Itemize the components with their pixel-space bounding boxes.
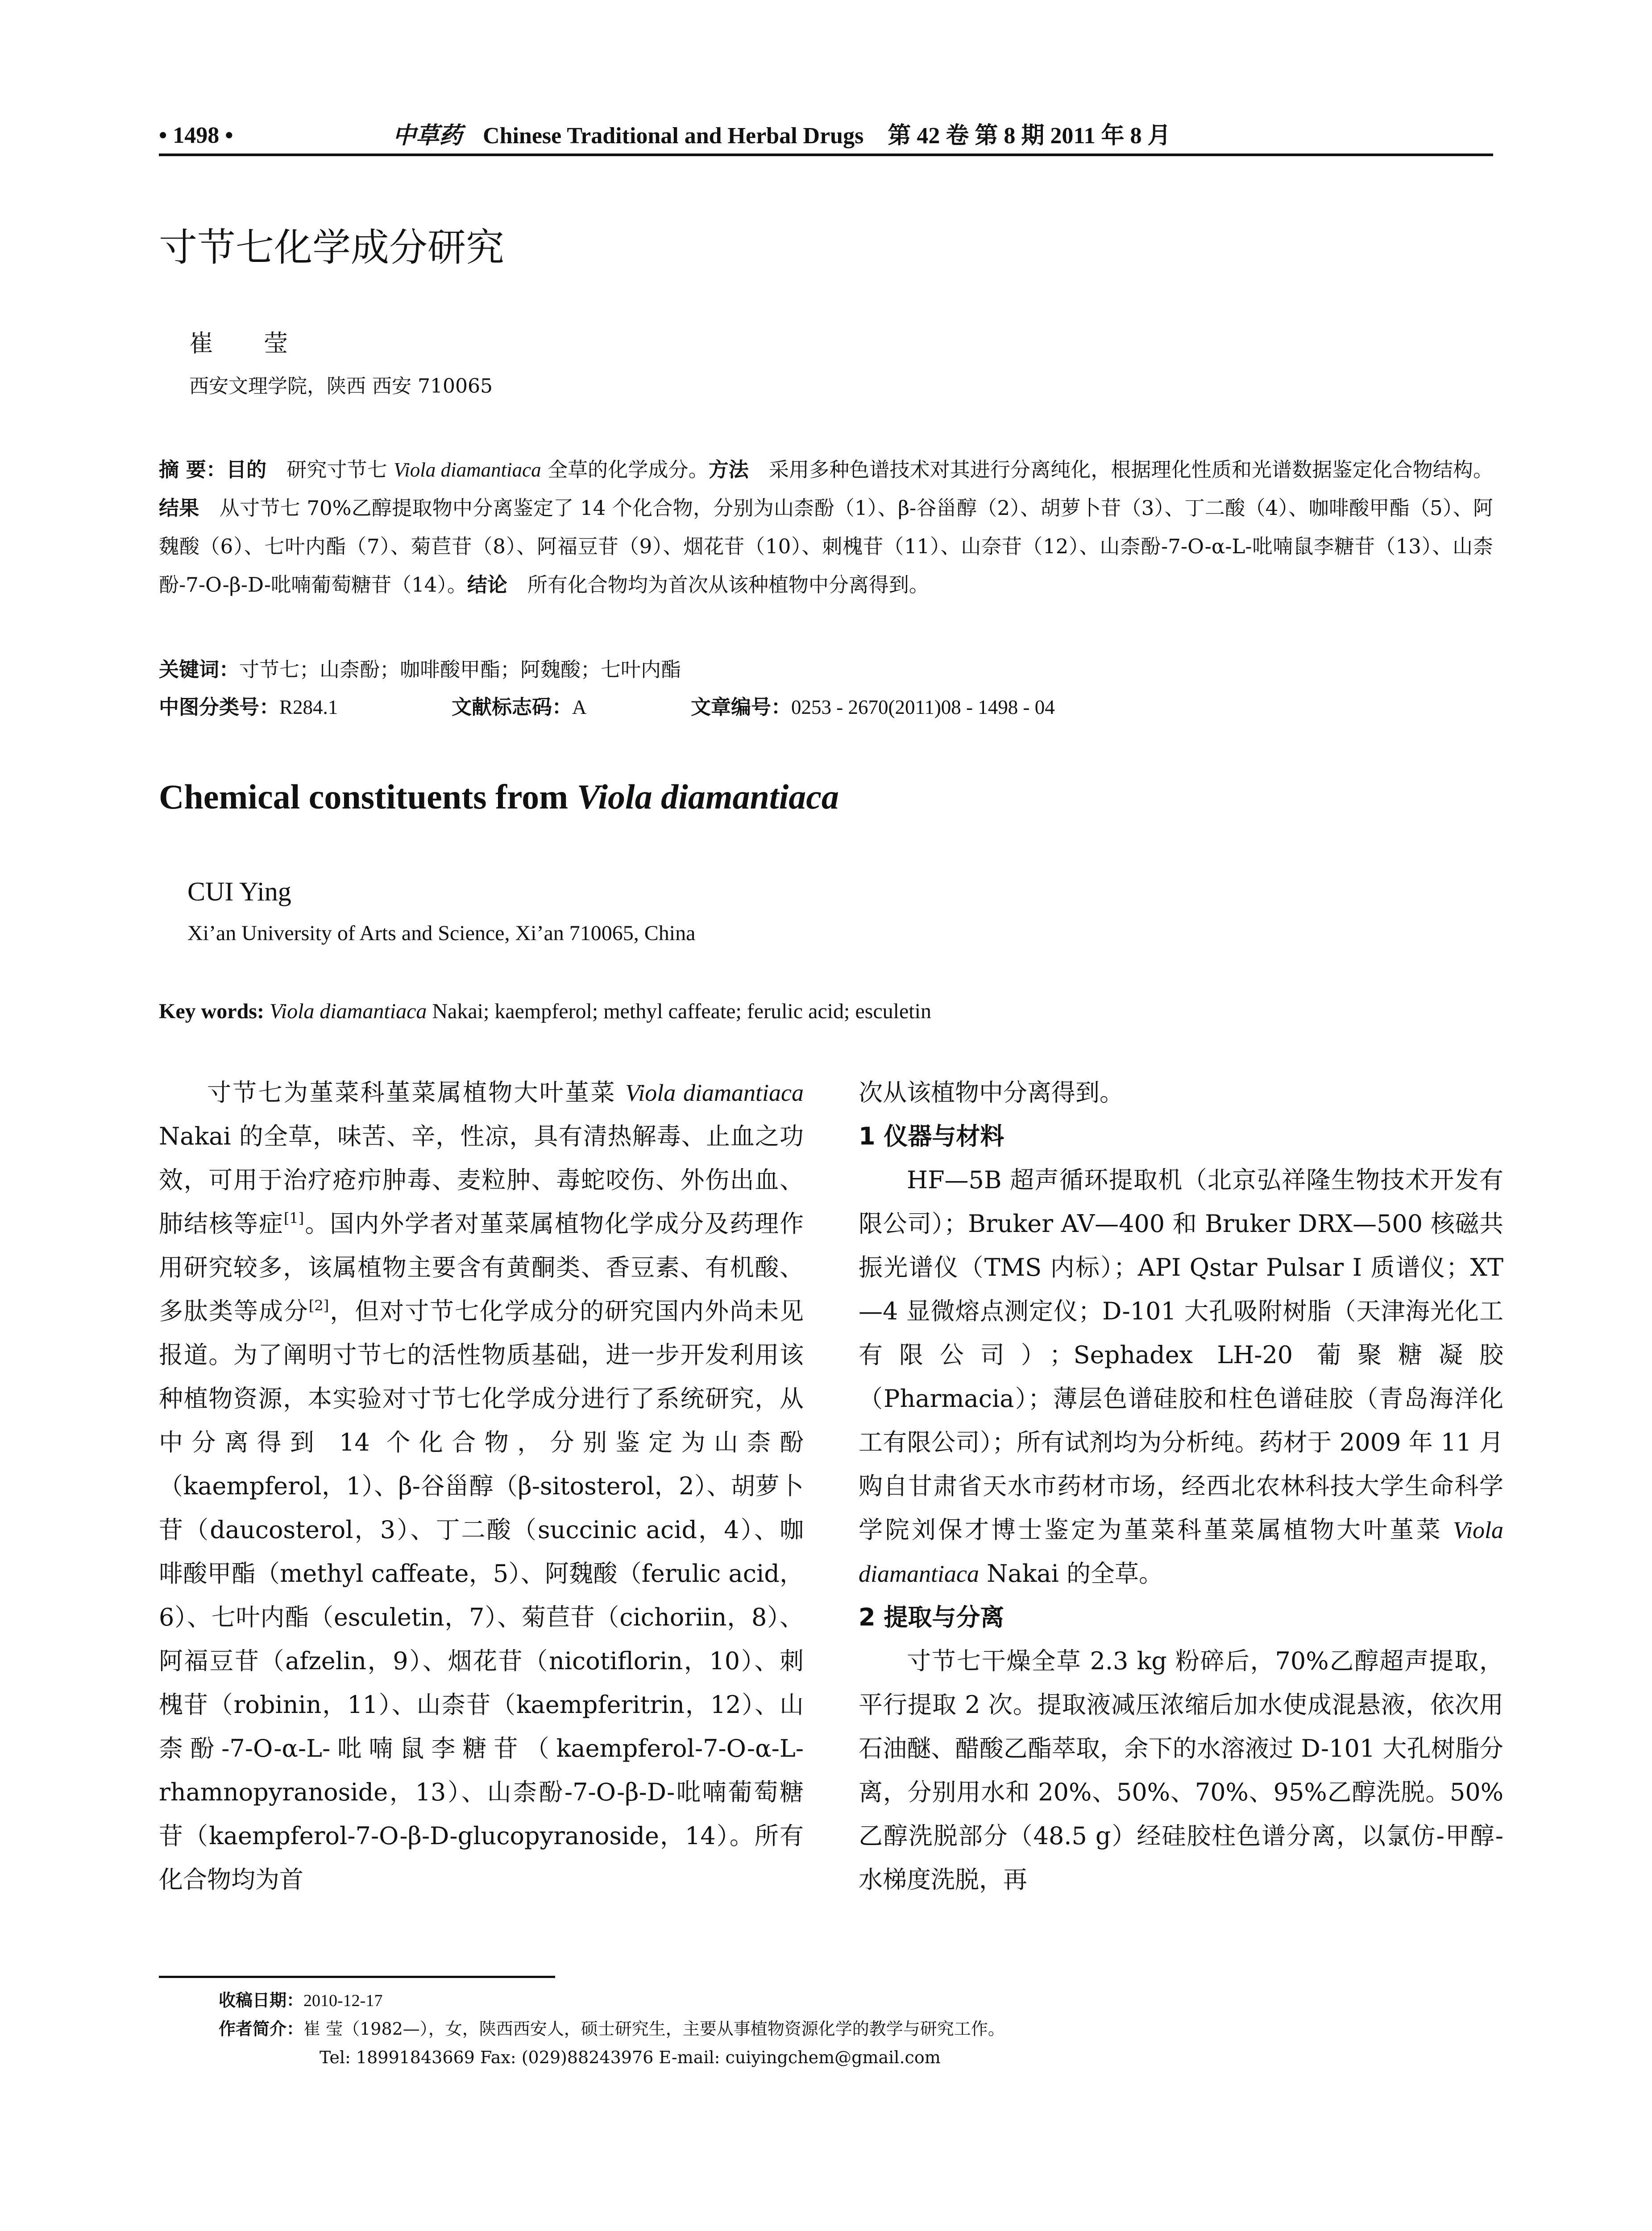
- objective-text-b: 全草的化学成分。: [541, 458, 709, 481]
- abstract-label: 摘 要：: [159, 458, 227, 481]
- body-column-left: [159, 1071, 804, 1902]
- article-number-item: [691, 692, 1055, 723]
- author-en: CUI Ying: [187, 877, 291, 906]
- methods-label: 方法: [708, 458, 749, 481]
- classification-line: [159, 692, 1055, 723]
- received-date: 2010-12-17: [303, 1991, 383, 2010]
- keywords-cn-text: 寸节七；山柰酚；咖啡酸甲酯；阿魏酸；七叶内酯: [239, 658, 681, 681]
- objective-text-a: 研究寸节七: [286, 458, 394, 481]
- intro-text-d: ，但对寸节七化学成分的研究国内外尚未见报道。为了阐明寸节七的活性物质基础，进一步开发利用该种植物资源，本实验对寸节七化学成分进行了系统研究，从中分离得到 14 个化合物，分别鉴定为山柰酚（kaempferol，1）、β-谷甾醇（β-sitosterol，2）、胡萝卜苷（daucosterol，3）、丁二酸（succinic acid，4）、咖啡酸甲酯（methyl caffeate，5）、阿魏酸（ferulic acid，6）、七叶内酯（esculetin，7）、菊苣苷（cichoriin，8）、阿福豆苷（afzelin，9）、烟花苷（nicotiflorin，10）、刺槐苷（robinin，11）、山柰苷（kaempferitrin，12）、山柰酚-7-O-α-L-吡喃鼠李糖苷（kaempferol-7-O-α-L-rhamnopyranoside，13）、山柰酚-7-O-β-D-吡喃葡萄糖苷（kaempferol-7-O-β-D-glucopyranoside，14）。所有化合物均为首: [159, 1297, 804, 1894]
- intro-species: Viola diamantiaca: [625, 1079, 804, 1106]
- abstract-cn: [159, 451, 1493, 604]
- clc-label: 中图分类号：: [159, 695, 280, 719]
- title-cn: 寸节七化学成分研究: [159, 225, 504, 270]
- clc-value: R284.1: [279, 696, 338, 718]
- footnote-contact: Tel: 18991843669 Fax: (029)88243976 E-mail: cuiyingchem@gmail.com: [320, 2048, 941, 2067]
- footnote-received: [219, 1986, 382, 2015]
- keywords-en-label: Key words:: [159, 999, 264, 1023]
- affiliation-en: Xi’an University of Arts and Science, Xi’an 710065, China: [187, 921, 696, 945]
- section-1-text: HF—5B 超声循环提取机（北京弘祥隆生物技术开发有限公司）；Bruker AV—400 和 Bruker DRX—500 核磁共振光谱仪（TMS 内标）；API Qstar Pulsar I 质谱仪；XT—4 显微熔点测定仪；D-101 大孔吸附树脂（天津海光化工有限公司）；Sephadex LH-20 葡聚糖凝胶（Pharmacia）；薄层色谱硅胶和柱色谱硅胶（青岛海洋化工有限公司）；所有试剂均为分析纯。药材于 2009 年 11 月购自甘肃省天水市药材市场，经西北农林科技大学生命科学学院刘保才博士鉴定为堇菜科堇菜属植物大叶堇菜: [859, 1166, 1503, 1544]
- title-en-text: Chemical constituents from: [159, 777, 577, 816]
- received-label: 收稿日期：: [219, 1990, 304, 2010]
- footnote-bio: [219, 2015, 1005, 2043]
- affiliation-cn: 西安文理学院，陕西 西安 710065: [189, 375, 493, 398]
- intro-text-a: 寸节七为堇菜科堇菜属植物大叶堇菜: [207, 1078, 626, 1107]
- body-column-right: [859, 1071, 1503, 1902]
- bio-label: 作者简介：: [219, 2019, 304, 2039]
- header-rule: [159, 153, 1493, 156]
- doc-code-value: A: [572, 696, 587, 718]
- page-number: • 1498 •: [159, 123, 233, 148]
- title-en: [159, 775, 839, 819]
- conclusion-label: 结论: [467, 573, 507, 597]
- keywords-cn-label: 关键词：: [159, 658, 240, 681]
- conclusion-text: 所有化合物均为首次从该种植物中分离得到。: [527, 573, 929, 597]
- keywords-en-text: Nakai; kaempferol; methyl caffeate; ferulic acid; esculetin: [427, 999, 931, 1023]
- section-2-heading: 2 提取与分离: [859, 1603, 1004, 1631]
- running-header: [393, 121, 1171, 150]
- bio-text: 崔 莹（1982—），女，陕西西安人，硕士研究生，主要从事植物资源化学的教学与研究工作。: [303, 2019, 1005, 2039]
- issue-info: 第 42 卷 第 8 期 2011 年 8 月: [888, 123, 1171, 149]
- section-1-paragraph: [859, 1158, 1503, 1596]
- author-cn: 崔 莹: [189, 329, 310, 357]
- methods-text: 采用多种色谱技术对其进行分离纯化，根据理化性质和光谱数据鉴定化合物结构。: [768, 458, 1493, 481]
- section-1-heading: 1 仪器与材料: [859, 1122, 1004, 1150]
- intro-text-b: Nakai 的全草，味苦、辛，性凉，具有清热解毒、止血之功效，可用于治疗疮疖肿毒、麦粒肿、毒蛇咬伤、外伤出血、肺结核等症: [159, 1122, 804, 1238]
- article-number-label: 文章编号：: [691, 695, 792, 719]
- title-en-species: Viola diamantiaca: [577, 777, 839, 816]
- doc-code-item: [452, 692, 691, 723]
- objective-species: Viola diamantiaca: [394, 459, 541, 481]
- intro-text-c: 。国内外学者对堇菜属植物化学成分及药理作用研究较多，该属植物主要含有黄酮类、香豆素、有机酸、多肽类等成分: [159, 1210, 804, 1325]
- doc-code-label: 文献标志码：: [452, 695, 573, 719]
- citation-2[interactable]: [2]: [308, 1297, 329, 1314]
- section-2-paragraph: 寸节七干燥全草 2.3 kg 粉碎后，70%乙醇超声提取，平行提取 2 次。提取液减压浓缩后加水使成混悬液，依次用石油醚、醋酸乙酯萃取，余下的水溶液过 D-101 大孔树脂分离，分别用水和 20%、50%、70%、95%乙醇洗脱。50%乙醇洗脱部分（48.5 g）经硅胶柱色谱分离，以氯仿-甲醇-水梯度洗脱，再: [859, 1647, 1503, 1894]
- results-label: 结果: [159, 496, 199, 520]
- footnote-rule: [159, 1976, 555, 1978]
- article-number-value: 0253 - 2670(2011)08 - 1498 - 04: [791, 696, 1055, 718]
- keywords-en: [159, 997, 931, 1026]
- results-text: 从寸节七 70%乙醇提取物中分离鉴定了 14 个化合物，分别为山柰酚（1）、β-谷甾醇（2）、胡萝卜苷（3）、丁二酸（4）、咖啡酸甲酯（5）、阿魏酸（6）、七叶内酯（7）、菊苣苷（8）、阿福豆苷（9）、烟花苷（10）、刺槐苷（11）、山奈苷（12）、山柰酚-7-O-α-L-吡喃鼠李糖苷（13）、山柰酚-7-O-β-D-吡喃葡萄糖苷（14）。: [159, 496, 1493, 597]
- intro-paragraph: [159, 1071, 804, 1902]
- intro-continuation: 次从该植物中分离得到。: [859, 1078, 1124, 1107]
- objective-label: 目的: [226, 458, 267, 481]
- clc-item: [159, 692, 452, 723]
- section-1-species: Viola diamantiaca: [859, 1517, 1503, 1587]
- journal-name-cn: 中草药: [393, 122, 463, 149]
- keywords-en-species: Viola diamantiaca: [269, 999, 427, 1023]
- keywords-cn: [159, 654, 681, 685]
- journal-name-en: Chinese Traditional and Herbal Drugs: [483, 123, 864, 149]
- citation-1[interactable]: [1]: [283, 1210, 304, 1227]
- section-1-end: Nakai 的全草。: [979, 1559, 1163, 1588]
